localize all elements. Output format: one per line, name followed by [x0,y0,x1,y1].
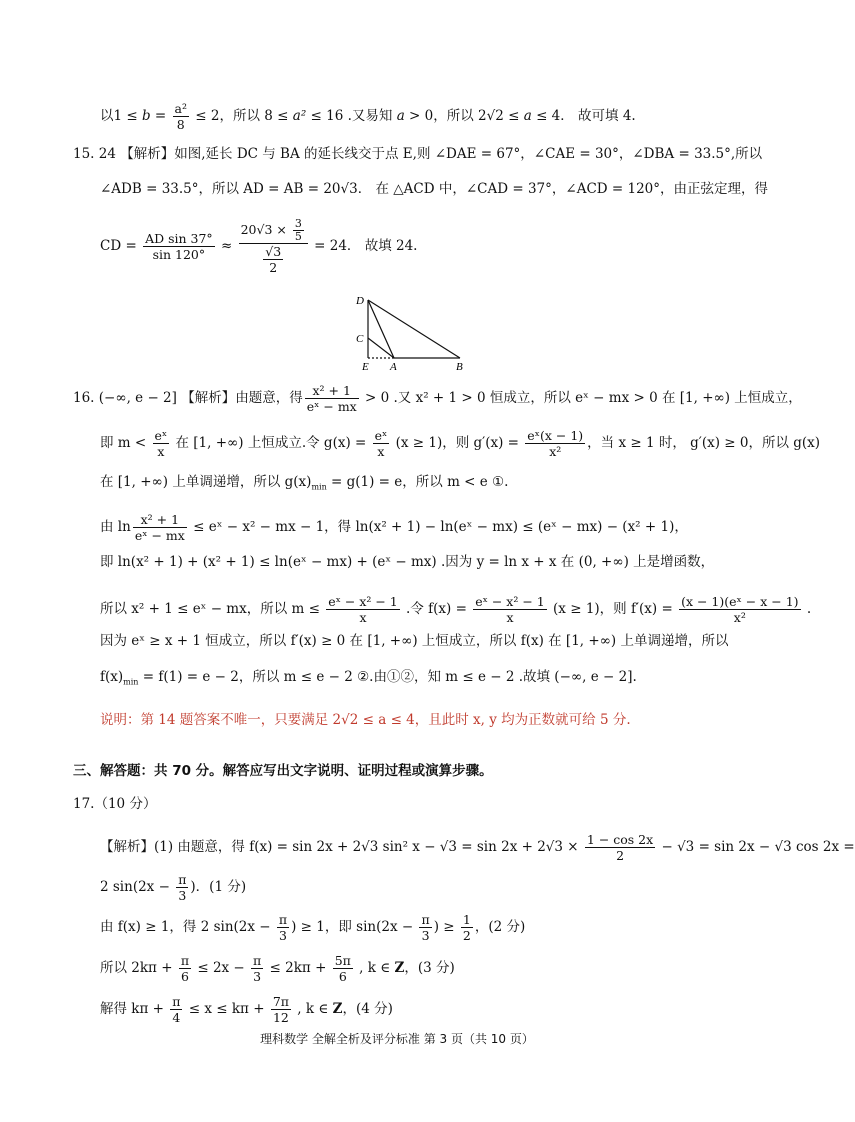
text: ，(3 分) [404,960,455,976]
label-A: A [390,361,397,373]
triangle-figure [352,292,472,372]
denominator: 2 [269,260,278,275]
text: .令 f(x) = [401,601,472,617]
fraction [239,218,308,275]
denominator: 6 [338,969,347,984]
fraction [293,218,304,243]
denominator: x² [733,610,746,625]
text: 所以 2kπ + [100,960,177,976]
fraction [326,594,400,625]
text: ≤ x ≤ kπ + [184,1001,269,1017]
text: ≤ 4． 故可填 4. [531,108,636,124]
numerator: a² [174,101,188,116]
denominator: x [377,444,385,459]
text: 由 ln [100,519,131,535]
p16-line7: 因为 eˣ ≥ x + 1 恒成立，所以 f′(x) ≥ 0 在 [1, +∞) 上恒成立，所以 f(x) 在 [1, +∞) 上单调递增，所以 [100,633,729,649]
page-footer: 理科数学 全解全析及评分标准 第 3 页（共 10 页） [260,1032,534,1046]
fraction [173,101,189,132]
denominator: x [157,444,165,459]
numerator: √3 [265,244,282,259]
p16-line5: 即 ln(x² + 1) + (x² + 1) ≤ ln(eˣ − mx) + (eˣ − mx) .因为 y = ln x + x 在 (0, +∞) 上是增函数， [100,554,715,570]
p16-line1 [73,383,802,414]
text: CD = [100,238,142,254]
denominator: eˣ − mx [306,399,357,414]
text: ) ≥ 1，即 sin(2x − [291,919,418,935]
text: ，(4 分) [342,1001,393,1017]
fraction [419,912,431,943]
denominator: 3 [279,928,287,943]
denominator: 3 [421,928,430,943]
denominator: x [506,610,514,625]
numerator: 5π [334,953,351,968]
fraction [153,428,170,459]
fraction [679,594,800,625]
p17-line4 [100,953,455,984]
denominator: sin 120° [152,247,206,262]
label-C: C [356,333,364,345]
numerator: π [180,953,190,968]
numerator: 3 [294,217,302,230]
p15-line3 [100,218,417,275]
fraction [263,244,283,275]
numerator: x² + 1 [133,512,187,528]
fraction [271,994,291,1025]
numerator: 7π [272,994,289,1009]
text: 以 [100,108,114,124]
text: ≤ 2kπ + [265,960,331,976]
text: 由 f(x) ≥ 1，得 2 sin(2x − [100,919,275,935]
p15-head: 15. 24 【解析】如图,延长 DC 与 BA 的延长线交于点 E,则 ∠DAE = 67°，∠CAE = 30°，∠DBA = 33.5°,所以 [73,146,763,162]
text: 16. (−∞, e − 2] 【解析】由题意，得 [73,390,303,406]
numerator: (x − 1)(eˣ − x − 1) [681,594,799,609]
p17-line3 [100,912,525,943]
numerator: eˣ − x² − 1 [475,594,545,609]
text: (x ≥ 1)，则 g′(x) = [391,435,524,451]
p16-line6 [100,594,811,625]
numerator: eˣ [374,428,388,443]
denominator: 3 [178,888,187,903]
fraction [179,953,191,984]
text: = f(1) = e − 2，所以 m ≤ e − 2 ②.由①②，知 m ≤ e − 2 .故填 (−∞, e − 2]. [138,669,637,685]
text: (x ≥ 1)，则 f′(x) = [548,601,678,617]
scoring-note: 说明：第 14 题答案不唯一，只要满足 2√2 ≤ a ≤ 4，且此时 x, y 均为正数就可给 5 分. [100,712,631,728]
text: = g(1) = e，所以 m < e ①. [326,474,509,490]
p16-line2 [100,428,820,459]
label-D: D [356,295,364,307]
denominator: x² [549,444,562,459]
p17-line5 [100,994,393,1025]
numerator: π [421,912,430,927]
label-E: E [362,361,369,373]
fraction [277,912,289,943]
denominator: x [359,610,367,625]
text: ≤ 2，所以 8 ≤ [191,108,293,124]
text: > 0 .又 x² + 1 > 0 恒成立，所以 eˣ − mx > 0 在 [1, +∞) 上恒成立， [360,390,802,406]
text: 1 ≤ [113,108,142,124]
fraction [133,512,187,543]
text: ，(2 分) [474,919,526,935]
denominator: 12 [272,1010,289,1025]
numerator: π [172,994,181,1009]
numerator: π [178,872,187,887]
integers-symbol: Z [394,960,405,976]
text: 【解析】(1) 由题意，得 f(x) = sin 2x + 2√3 sin² x − √3 = sin 2x + 2√3 × [100,839,583,855]
fraction [143,231,215,262]
denominator: 6 [180,969,189,984]
var-a: a [523,108,532,124]
text: ≤ eˣ − x² − mx − 1，得 ln(x² + 1) − ln(eˣ − mx) ≤ (eˣ − mx) − (x² + 1)， [188,519,688,535]
denominator [239,244,308,275]
p17-line2 [100,872,246,903]
subscript: min [123,677,139,687]
text: , k ∈ [354,960,395,976]
denominator: 2 [462,928,471,943]
p16-line4 [100,512,688,543]
section-3-heading: 三、解答题：共 70 分。解答应写出文字说明、证明过程或演算步骤。 [73,763,493,779]
text: f(x) [100,669,124,685]
line-14-conclusion [100,101,636,132]
denominator: 8 [176,117,185,132]
fraction [176,872,188,903]
fraction [170,994,182,1025]
text: , k ∈ [293,1001,333,1017]
text: − √3 = sin 2x − √3 cos 2x = [657,839,855,855]
text: 解得 kπ + [100,1001,169,1017]
numerator: 1 [462,912,471,927]
numerator: 1 − cos 2x [586,832,654,847]
fraction [525,428,585,459]
numerator: π [278,912,288,927]
numerator: x² + 1 [305,383,359,399]
denominator: 4 [172,1010,181,1025]
p17-head: 17.（10 分） [73,796,157,812]
numerator: π [253,953,262,968]
text: 所以 x² + 1 ≤ eˣ − mx，所以 m ≤ [100,601,325,617]
numerator: AD sin 37° [145,231,213,246]
label-B: B [456,361,463,373]
fraction [473,594,547,625]
text: ) ≥ [433,919,459,935]
text: = 24． 故填 24. [309,238,418,254]
text: )．(1 分) [190,879,247,895]
text: ≤ 2x − [193,960,250,976]
text: 在 [1, +∞) 上恒成立.令 g(x) = [171,435,371,451]
denominator: 5 [294,230,302,243]
text: 即 m < [100,435,151,451]
numerator: eˣ [154,428,168,443]
numerator: eˣ − x² − 1 [328,594,398,609]
p17-line1 [100,832,855,863]
p16-line8 [100,668,637,692]
fraction [251,953,263,984]
fraction [585,832,655,863]
text: 2 sin(2x − [100,879,175,895]
integers-symbol: Z [332,1001,343,1017]
fraction [461,912,473,943]
text: = [150,108,171,124]
var-a2: a² [292,108,307,124]
var-b: b [141,108,151,124]
text: 在 [1, +∞) 上单调递增，所以 g(x) [100,474,312,490]
p15-line2: ∠ADB = 33.5°，所以 AD = AB = 20√3． 在 △ACD 中，∠CAD = 37°，∠ACD = 120°，由正弦定理，得 [100,181,769,197]
fraction [305,383,359,414]
text: > 0，所以 2√2 ≤ [404,108,524,124]
denominator: eˣ − mx [134,528,185,543]
denominator: 2 [616,848,625,863]
numerator: eˣ(x − 1) [527,428,584,443]
text: ≤ 16 .又易知 [306,108,397,124]
text: . [802,601,812,617]
text: ，当 x ≥ 1 时， g′(x) ≥ 0，所以 g(x) [587,435,821,451]
subscript: min [311,482,327,492]
denominator: 3 [253,969,262,984]
p16-line3 [100,473,508,497]
var-a: a [396,108,405,124]
fraction [333,953,353,984]
text: ≈ [216,238,237,254]
fraction [373,428,390,459]
text: 20√3 × [240,222,291,237]
numerator [239,218,308,244]
